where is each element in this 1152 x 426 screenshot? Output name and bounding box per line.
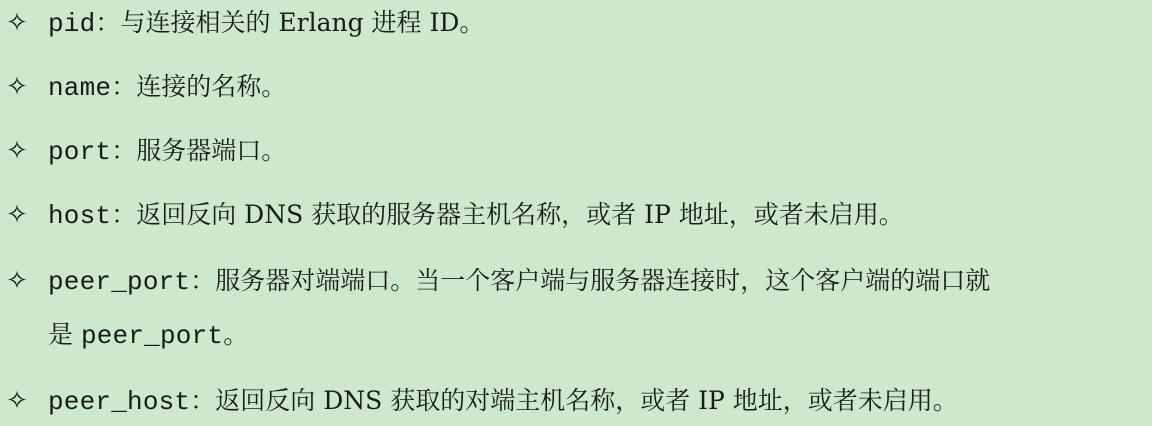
field-name: host [48,201,112,231]
diamond-star-icon: ✧ [6,136,28,166]
field-name: port [48,137,112,167]
item-line [48,6,484,41]
item-line [48,70,286,105]
separator: ： [95,8,121,37]
list-item [0,70,1152,110]
field-name: peer_host [48,387,191,417]
field-description: 与连接相关的 Erlang 进程 ID。 [120,8,485,37]
diamond-star-icon: ✧ [6,386,28,416]
separator: ： [190,266,216,295]
list-item [0,134,1152,174]
item-line [48,264,990,299]
field-description: 返回反向 DNS 获取的服务器主机名称，或者 IP 地址，或者未启用。 [136,200,904,229]
list-item [0,6,1152,46]
list-item [0,264,1152,354]
diamond-star-icon: ✧ [6,200,28,230]
field-name: peer_port [48,267,191,297]
field-description: 返回反向 DNS 获取的对端主机名称，或者 IP 地址，或者未启用。 [215,386,958,415]
field-description: 服务器端口。 [136,136,287,165]
field-name-inline: peer_port [80,321,224,351]
separator: ： [111,136,137,165]
list-item [0,384,1152,424]
field-name: pid [48,9,96,39]
item-line [48,198,904,233]
item-continuation-line [48,318,248,353]
item-line [48,134,286,169]
diamond-star-icon: ✧ [6,266,28,296]
list-item [0,198,1152,238]
item-line [48,384,958,419]
field-description: 连接的名称。 [136,72,287,101]
diamond-star-icon: ✧ [6,8,28,38]
field-name: name [48,73,112,103]
separator: ： [190,386,216,415]
field-description: 服务器对端端口。当一个客户端与服务器连接时，这个客户端的端口就 [215,266,991,295]
continuation-prefix: 是 [48,320,81,349]
separator: ： [111,200,137,229]
separator: ： [111,72,137,101]
diamond-star-icon: ✧ [6,72,28,102]
continuation-suffix: 。 [223,320,249,349]
